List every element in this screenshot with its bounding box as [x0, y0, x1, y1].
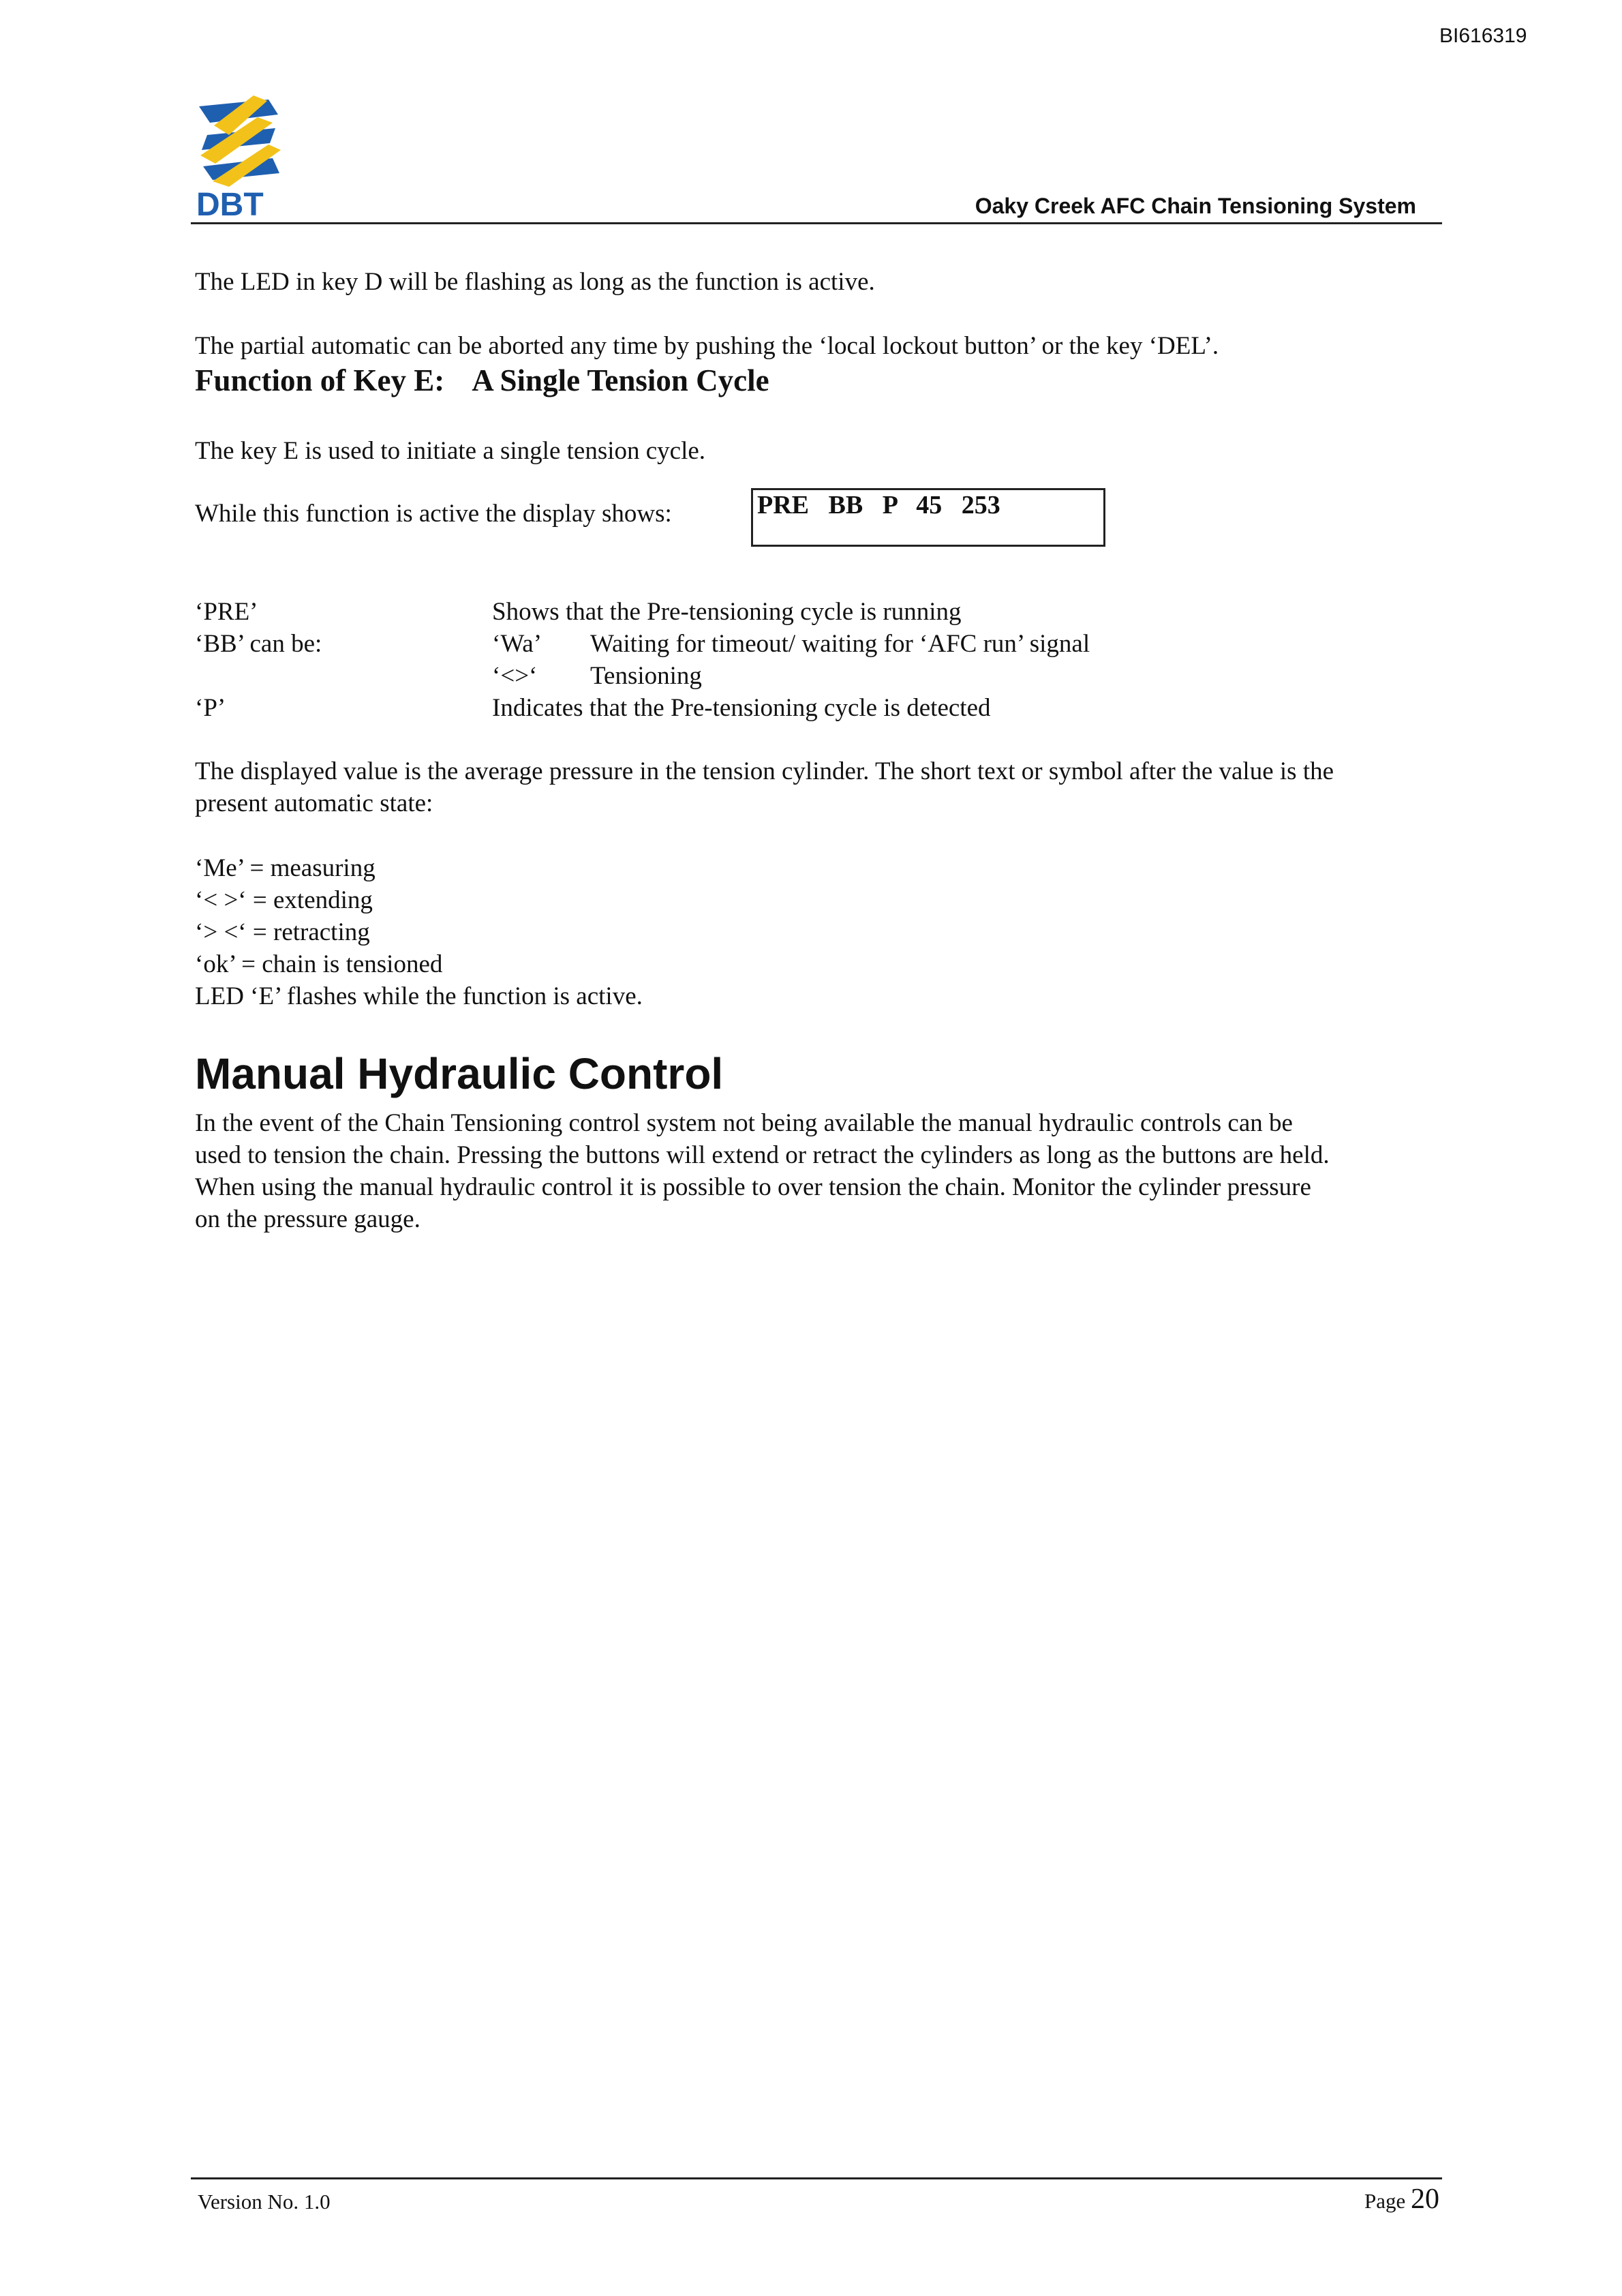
legend-desc: Indicates that the Pre-tensioning cycle is detected — [492, 694, 991, 722]
state-item: ‘Me’ = measuring — [195, 854, 376, 882]
footer-version: Version No. 1.0 — [198, 2190, 331, 2214]
paragraph-key-e-purpose: The key E is used to initiate a single tension cycle. — [195, 437, 706, 465]
footer-page-number: 20 — [1411, 2184, 1439, 2215]
legend-desc: Tensioning — [590, 662, 702, 690]
legend-desc: Shows that the Pre-tensioning cycle is running — [492, 598, 962, 626]
paragraph-manual-line: on the pressure gauge. — [195, 1205, 420, 1233]
legend-term: ‘P’ — [195, 694, 226, 722]
footer-page — [1364, 2183, 1439, 2216]
section-heading-title: A Single Tension Cycle — [472, 363, 769, 397]
legend-sub: ‘<>‘ — [492, 662, 538, 690]
footer-divider — [191, 2177, 1442, 2179]
paragraph-manual-line: When using the manual hydraulic control it is possible to over tension the chain. Monitor the cylinder pressure — [195, 1173, 1311, 1201]
section-heading-label: Function of Key E: — [195, 363, 445, 397]
legend-term: ‘PRE’ — [195, 598, 258, 626]
dbt-logo — [192, 95, 288, 218]
paragraph-manual-line: used to tension the chain. Pressing the buttons will extend or retract the cylinders as long as the buttons are held. — [195, 1141, 1330, 1169]
section-heading-manual-hydraulic: Manual Hydraulic Control — [195, 1049, 724, 1098]
paragraph-displayed-value-cont: present automatic state: — [195, 789, 433, 817]
display-readout-box — [751, 488, 1105, 547]
display-readout: PRE BB P 45 253 — [757, 491, 1000, 519]
paragraph-abort: The partial automatic can be aborted any time by pushing the ‘local lockout button’ or the key ‘DEL’. — [195, 332, 1219, 360]
paragraph-display-intro: While this function is active the display shows: — [195, 500, 672, 528]
logo-text: DBT — [196, 187, 264, 218]
state-item: LED ‘E’ flashes while the function is active. — [195, 982, 643, 1010]
header-title: Oaky Creek AFC Chain Tensioning System — [975, 194, 1416, 218]
paragraph-led-key-d: The LED in key D will be flashing as long as the function is active. — [195, 268, 875, 296]
paragraph-manual-line: In the event of the Chain Tensioning control system not being available the manual hydraulic controls can be — [195, 1109, 1293, 1137]
state-item: ‘> <‘ = retracting — [195, 918, 370, 946]
section-heading-key-e — [195, 363, 769, 398]
state-item: ‘ok’ = chain is tensioned — [195, 950, 443, 978]
legend-sub: ‘Wa’ — [492, 630, 542, 658]
legend-desc: Waiting for timeout/ waiting for ‘AFC run’ signal — [590, 630, 1090, 658]
state-item: ‘< >‘ = extending — [195, 886, 373, 914]
footer-page-label: Page — [1364, 2189, 1406, 2213]
header-divider — [191, 222, 1442, 224]
legend-term: ‘BB’ can be: — [195, 630, 322, 658]
paragraph-displayed-value: The displayed value is the average pressure in the tension cylinder. The short text or symbol after the value is the — [195, 757, 1334, 785]
document-id: BI616319 — [1439, 25, 1527, 47]
